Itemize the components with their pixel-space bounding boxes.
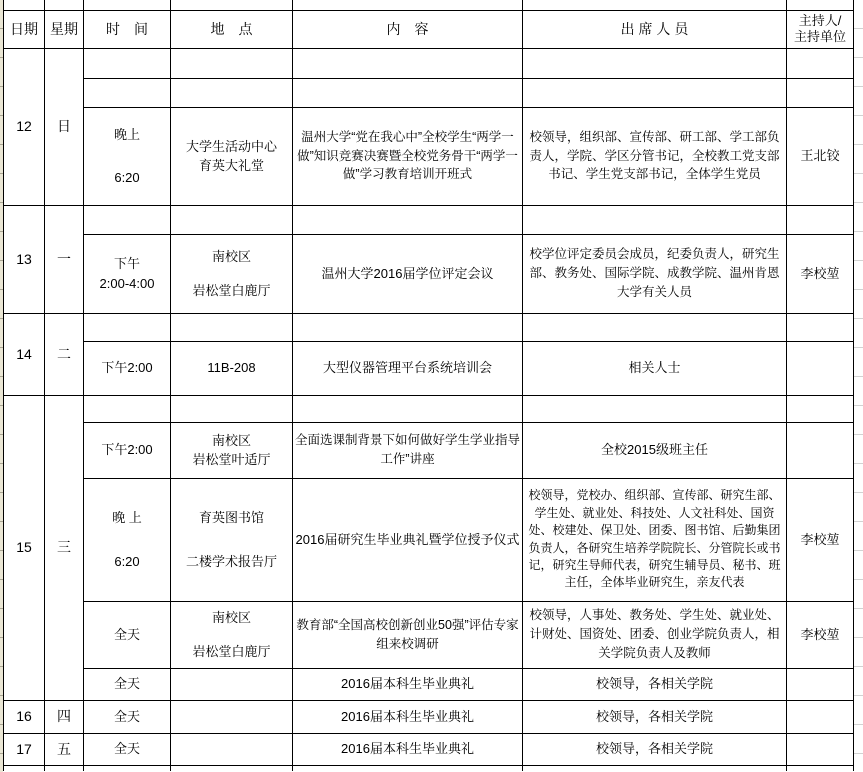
cell-time-17: 全天 xyxy=(84,733,171,765)
header-attendees: 出 席 人 员 xyxy=(523,10,787,48)
cell-attendees-15b: 校领导，党校办、组织部、宣传部、研究生部、学生处、就业处、科技处、人文社科处、国资处、校建处、保卫处、团委、图书馆、后勤集团负责人，各研究生培养学院院长、分管院长或书记，研究生导师代表，研究生辅导员、秘书、班主任，全体毕业研究生，亲友代表 xyxy=(523,478,787,601)
cell-time-15a: 下午2:00 xyxy=(84,422,171,478)
cell-host-15c: 李校堃 xyxy=(787,601,854,668)
cell-content-15b: 2016届研究生毕业典礼暨学位授予仪式 xyxy=(293,478,523,601)
place-line: 大学生活动中心 xyxy=(185,138,277,154)
cell-time-16: 全天 xyxy=(84,700,171,733)
cell-place-15c xyxy=(171,601,293,668)
place-line: 育英图书馆 xyxy=(198,510,264,525)
cell-attendees-13: 校学位评定委员会成员，纪委负责人，研究生部、教务处、国际学院、成教学院、温州肯恩大学有关人员 xyxy=(523,234,787,313)
empty-cell xyxy=(293,205,523,234)
cell-content-15d: 2016届本科生毕业典礼 xyxy=(293,668,523,700)
place-line: 南校区 xyxy=(211,432,251,448)
empty-cell xyxy=(4,0,45,10)
cell-place-12 xyxy=(171,107,293,205)
cell-host-15d xyxy=(787,668,854,700)
empty-cell xyxy=(293,48,523,78)
cell-host-17 xyxy=(787,733,854,765)
empty-cell xyxy=(787,205,854,234)
place-line: 二楼学术报告厅 xyxy=(185,553,277,569)
place-line: 育英大礼堂 xyxy=(198,158,264,173)
header-date: 日期 xyxy=(4,10,45,48)
empty-cell xyxy=(84,395,171,422)
cell-date-15: 15 xyxy=(4,395,45,700)
header-weekday: 星期 xyxy=(45,10,84,48)
cell-host-15b: 李校堃 xyxy=(787,478,854,601)
cell-time-13 xyxy=(84,234,171,313)
cell-attendees-12: 校领导，组织部、宣传部、研工部、学工部负责人，学院、学区分管书记，全校教工党支部书记、学生党支部书记，全体学生党员 xyxy=(523,107,787,205)
empty-cell xyxy=(787,765,854,771)
empty-cell xyxy=(84,48,171,78)
empty-cell xyxy=(171,78,293,107)
cell-host-16 xyxy=(787,700,854,733)
cell-time-12 xyxy=(84,107,171,205)
cell-date-12: 12 xyxy=(4,48,45,205)
empty-cell xyxy=(171,395,293,422)
cell-date-14: 14 xyxy=(4,313,45,395)
header-host-line2: 主持单位 xyxy=(793,29,846,44)
cell-attendees-15c: 校领导，人事处、教务处、学生处、就业处、计财处、国资处、团委、创业学院负责人，相关学院负责人及教师 xyxy=(523,601,787,668)
cell-host-14 xyxy=(787,341,854,395)
cell-place-15d xyxy=(171,668,293,700)
cell-attendees-15d: 校领导，各相关学院 xyxy=(523,668,787,700)
header-host-line1: 主持人/ xyxy=(798,12,842,28)
place-line: 南校区 xyxy=(211,248,251,264)
empty-cell xyxy=(523,48,787,78)
empty-cell xyxy=(293,395,523,422)
time-line: 下午 xyxy=(113,256,140,271)
empty-cell xyxy=(293,0,523,10)
cell-host-15a xyxy=(787,422,854,478)
time-line: 2:00-4:00 xyxy=(99,275,155,291)
empty-cell xyxy=(293,313,523,341)
empty-cell xyxy=(523,78,787,107)
cell-time-14: 下午2:00 xyxy=(84,341,171,395)
cell-place-16 xyxy=(171,700,293,733)
cell-weekday-12: 日 xyxy=(45,48,84,205)
empty-cell xyxy=(787,48,854,78)
cell-attendees-14: 相关人士 xyxy=(523,341,787,395)
empty-cell xyxy=(4,765,45,771)
place-line: 岩松堂叶适厅 xyxy=(192,452,271,467)
empty-cell xyxy=(171,765,293,771)
time-line: 6:20 xyxy=(114,170,140,185)
empty-cell xyxy=(171,205,293,234)
cell-weekday-14: 二 xyxy=(45,313,84,395)
empty-cell xyxy=(171,313,293,341)
header-place: 地 点 xyxy=(171,10,293,48)
cell-place-15a xyxy=(171,422,293,478)
cell-date-17: 17 xyxy=(4,733,45,765)
cell-attendees-16: 校领导，各相关学院 xyxy=(523,700,787,733)
cell-content-12: 温州大学“党在我心中”全校学生“两学一做”知识竞赛决赛暨全校党务骨干“两学一做”学习教育培训开班式 xyxy=(293,107,523,205)
cell-place-17 xyxy=(171,733,293,765)
empty-cell xyxy=(171,0,293,10)
empty-cell xyxy=(84,205,171,234)
sheet-right-margin xyxy=(853,0,863,772)
empty-cell xyxy=(787,313,854,341)
empty-cell xyxy=(787,0,854,10)
empty-cell xyxy=(45,765,84,771)
empty-cell xyxy=(84,313,171,341)
cell-attendees-15a: 全校2015级班主任 xyxy=(523,422,787,478)
empty-cell xyxy=(523,205,787,234)
time-line: 晚 上 xyxy=(112,510,142,525)
cell-date-16: 16 xyxy=(4,700,45,733)
cell-content-16: 2016届本科生毕业典礼 xyxy=(293,700,523,733)
cell-time-15d: 全天 xyxy=(84,668,171,700)
empty-cell xyxy=(787,78,854,107)
place-line: 岩松堂白鹿厅 xyxy=(192,283,271,298)
cell-place-13 xyxy=(171,234,293,313)
header-host xyxy=(787,10,854,48)
cell-weekday-15: 三 xyxy=(45,395,84,700)
header-content: 内 容 xyxy=(293,10,523,48)
empty-cell xyxy=(84,78,171,107)
cell-host-13: 李校堃 xyxy=(787,234,854,313)
empty-cell xyxy=(84,765,171,771)
cell-date-13: 13 xyxy=(4,205,45,313)
cell-weekday-17: 五 xyxy=(45,733,84,765)
empty-cell xyxy=(293,78,523,107)
cell-content-13: 温州大学2016届学位评定会议 xyxy=(293,234,523,313)
cell-content-17: 2016届本科生毕业典礼 xyxy=(293,733,523,765)
cell-host-12: 王北铰 xyxy=(787,107,854,205)
schedule-table xyxy=(3,0,854,771)
empty-cell xyxy=(293,765,523,771)
cell-content-15c: 教育部“全国高校创新创业50强”评估专家组来校调研 xyxy=(293,601,523,668)
cell-time-15c: 全天 xyxy=(84,601,171,668)
cell-weekday-13: 一 xyxy=(45,205,84,313)
empty-cell xyxy=(523,0,787,10)
empty-cell xyxy=(45,0,84,10)
cell-content-14: 大型仪器管理平台系统培训会 xyxy=(293,341,523,395)
empty-cell xyxy=(523,765,787,771)
cell-content-15a: 全面选课制背景下如何做好学生学业指导工作”讲座 xyxy=(293,422,523,478)
empty-cell xyxy=(84,0,171,10)
cell-place-15b xyxy=(171,478,293,601)
empty-cell xyxy=(523,395,787,422)
empty-cell xyxy=(523,313,787,341)
empty-cell xyxy=(787,395,854,422)
place-line: 南校区 xyxy=(211,609,251,625)
cell-weekday-16: 四 xyxy=(45,700,84,733)
place-line: 岩松堂白鹿厅 xyxy=(192,644,271,659)
cell-time-15b xyxy=(84,478,171,601)
empty-cell xyxy=(171,48,293,78)
header-time: 时 间 xyxy=(84,10,171,48)
cell-place-14: 11B-208 xyxy=(171,341,293,395)
time-line: 6:20 xyxy=(114,553,140,569)
time-line: 晚上 xyxy=(113,126,140,142)
cell-attendees-17: 校领导，各相关学院 xyxy=(523,733,787,765)
